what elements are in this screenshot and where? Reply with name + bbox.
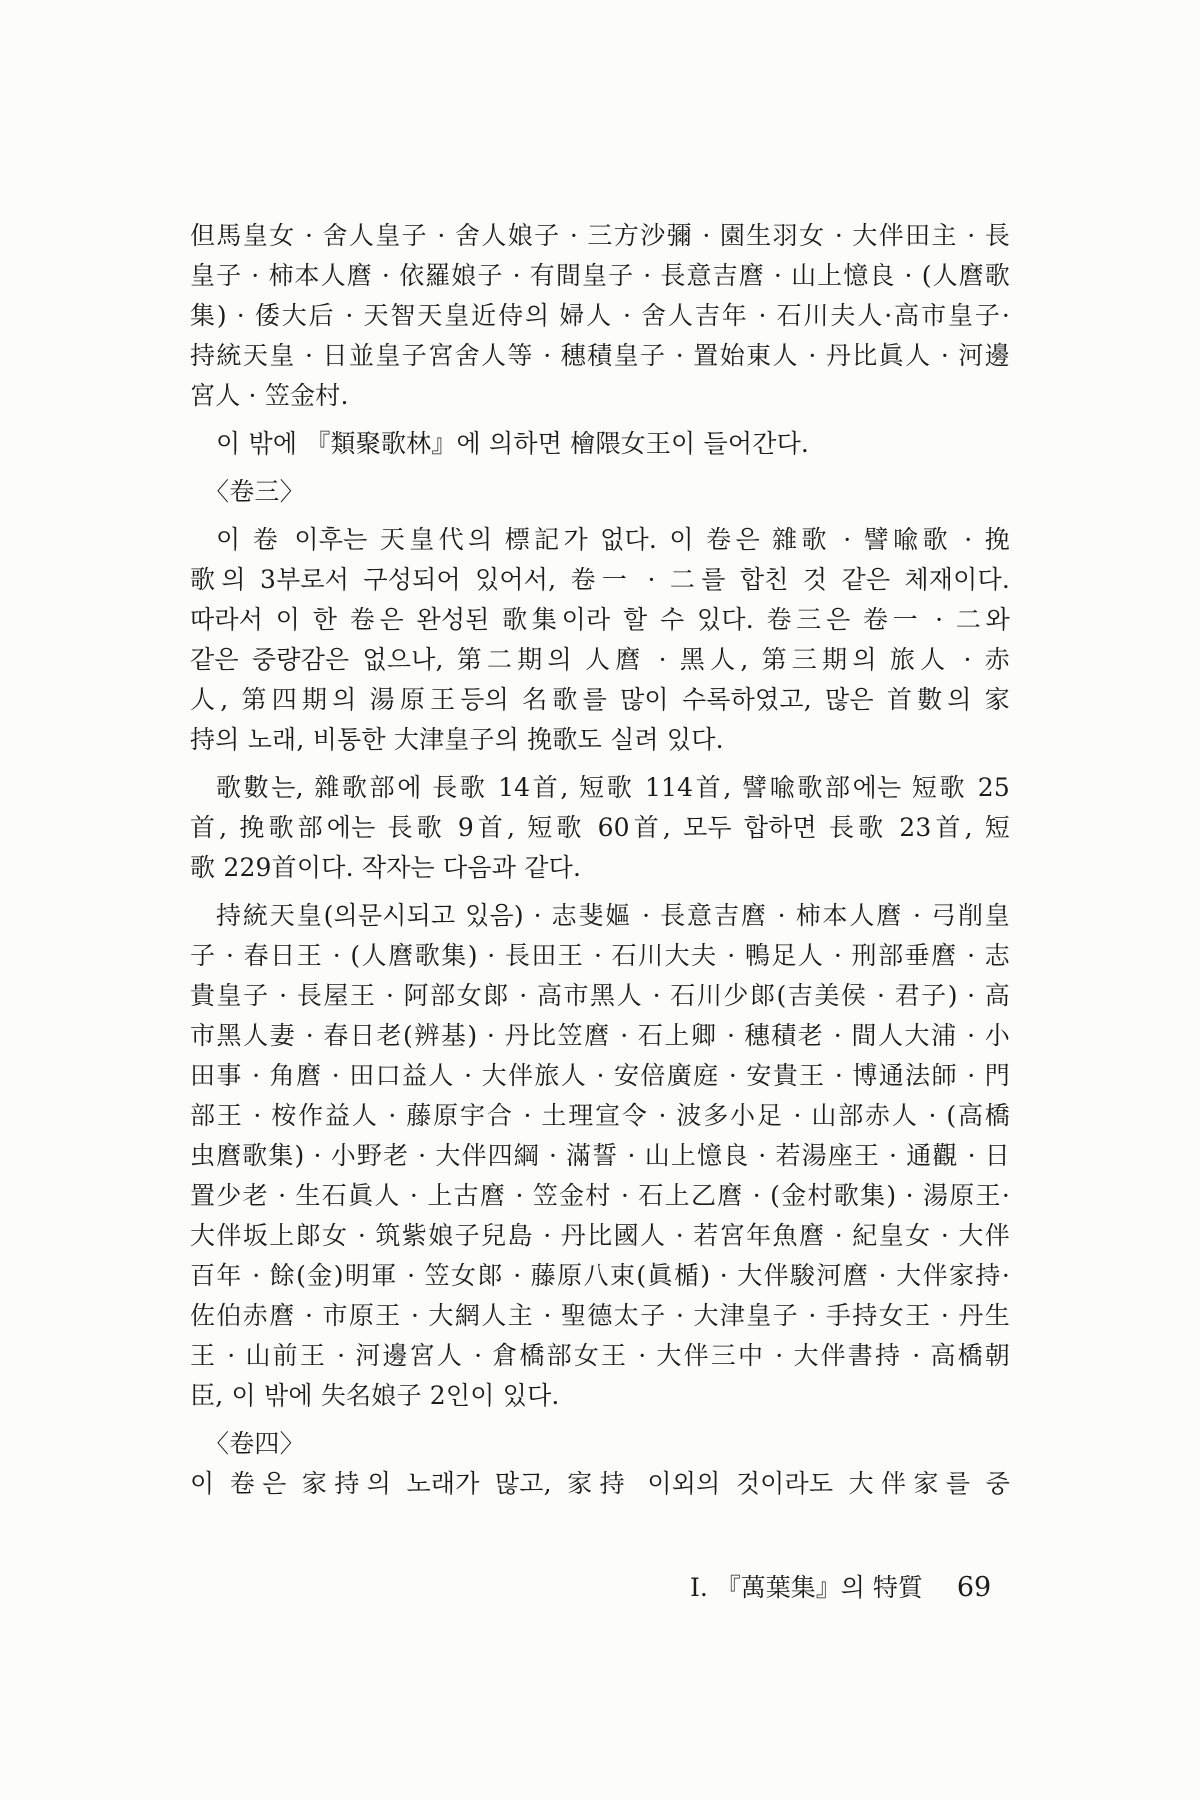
section-heading: 〈卷三〉 bbox=[204, 477, 305, 506]
text-line: 佐伯赤麿 · 市原王 · 大網人主 · 聖德太子 · 大津皇子 · 手持女王 · 丹生 bbox=[190, 1301, 1010, 1330]
text-line: 歌의 3부로서 구성되어 있어서, 卷一 · 二를 합친 것 같은 체재이다. bbox=[190, 565, 1010, 594]
text-line: 部王 · 桉作益人 · 藤原宇合 · 土理宣令 · 波多小足 · 山部赤人 · (高橋 bbox=[190, 1101, 1010, 1130]
text-line: 歌數는, 雜歌部에 長歌 14首, 短歌 114首, 譬喩歌部에는 短歌 25 bbox=[216, 773, 1010, 802]
text-line: 置少老 · 生石眞人 · 上古麿 · 笠金村 · 石上乙麿 · (金村歌集) · 湯原王· bbox=[190, 1181, 1010, 1210]
section-heading: 〈卷四〉 bbox=[204, 1429, 305, 1458]
page-body bbox=[190, 216, 1010, 1504]
text-line: 따라서 이 한 卷은 완성된 歌集이라 할 수 있다. 卷三은 卷一 · 二와 bbox=[190, 605, 1010, 634]
text-line: 市黑人妻 · 春日老(辨基) · 丹比笠麿 · 石上卿 · 穗積老 · 間人大浦 · 小 bbox=[190, 1021, 1010, 1050]
text-line: 子 · 春日王 · (人麿歌集) · 長田王 · 石川大夫 · 鴨足人 · 刑部垂麿 · 志 bbox=[190, 941, 1010, 970]
page-footer bbox=[690, 1568, 991, 1604]
text-line: 같은 중량감은 없으나, 第二期의 人麿 · 黑人, 第三期의 旅人 · 赤 bbox=[190, 645, 1010, 674]
text-line: 王 · 山前王 · 河邊宮人 · 倉橋部女王 · 大伴三中 · 大伴書持 · 高橋朝 bbox=[190, 1341, 1010, 1370]
text-line: 集) · 倭大后 · 天智天皇近侍의 婦人 · 舍人吉年 · 石川夫人·高市皇子· bbox=[190, 301, 1010, 330]
text-line: 宮人 · 笠金村. bbox=[190, 381, 349, 410]
text-line: 皇子 · 柿本人麿 · 依羅娘子 · 有間皇子 · 長意吉麿 · 山上憶良 · (人麿歌 bbox=[190, 261, 1010, 290]
text-line: 百年 · 餘(金)明軍 · 笠女郞 · 藤原八束(眞楯) · 大伴駿河麿 · 大伴家持· bbox=[190, 1261, 1010, 1290]
page-number: 69 bbox=[956, 1572, 992, 1603]
text-line: 歌 229首이다. 작자는 다음과 같다. bbox=[190, 853, 582, 882]
text-line: 但馬皇女 · 舍人皇子 · 舍人娘子 · 三方沙彌 · 園生羽女 · 大伴田主 · 長 bbox=[190, 221, 1010, 250]
text-line: 持統天皇(의문시되고 있음) · 志斐嫗 · 長意吉麿 · 柿本人麿 · 弓削皇 bbox=[216, 901, 1010, 930]
text-line: 臣, 이 밖에 失名娘子 2인이 있다. bbox=[190, 1381, 560, 1410]
text-line: 貴皇子 · 長屋王 · 阿部女郞 · 高市黑人 · 石川少郞(吉美侯 · 君子) · 高 bbox=[190, 981, 1010, 1010]
text-line: 虫麿歌集) · 小野老 · 大伴四綱 · 滿誓 · 山上憶良 · 若湯座王 · 通觀 · 日 bbox=[190, 1141, 1010, 1170]
text-line: 人, 第四期의 湯原王등의 名歌를 많이 수록하였고, 많은 首數의 家 bbox=[190, 685, 1010, 714]
running-head: I. 『萬葉集』의 特質 bbox=[690, 1573, 923, 1602]
text-line: 田事 · 角麿 · 田口益人 · 大伴旅人 · 安倍廣庭 · 安貴王 · 博通法師 · 門 bbox=[190, 1061, 1010, 1090]
text-line: 持의 노래, 비통한 大津皇子의 挽歌도 실려 있다. bbox=[190, 725, 724, 754]
text-line: 이 卷 이후는 天皇代의 標記가 없다. 이 卷은 雜歌 · 譬喩歌 · 挽 bbox=[216, 525, 1010, 554]
text-line: 이 卷은 家持의 노래가 많고, 家持 이외의 것이라도 大伴家를 중 bbox=[190, 1469, 1010, 1498]
text-line: 이 밖에 『類聚歌林』에 의하면 檜隈女王이 들어간다. bbox=[216, 429, 810, 458]
text-line: 大伴坂上郞女 · 筑紫娘子兒島 · 丹比國人 · 若宮年魚麿 · 紀皇女 · 大伴 bbox=[190, 1221, 1010, 1250]
text-line: 持統天皇 · 日並皇子宮舍人等 · 穗積皇子 · 置始東人 · 丹比眞人 · 河邊 bbox=[190, 341, 1010, 370]
text-line: 首, 挽歌部에는 長歌 9首, 短歌 60首, 모두 합하면 長歌 23首, 短 bbox=[190, 813, 1010, 842]
